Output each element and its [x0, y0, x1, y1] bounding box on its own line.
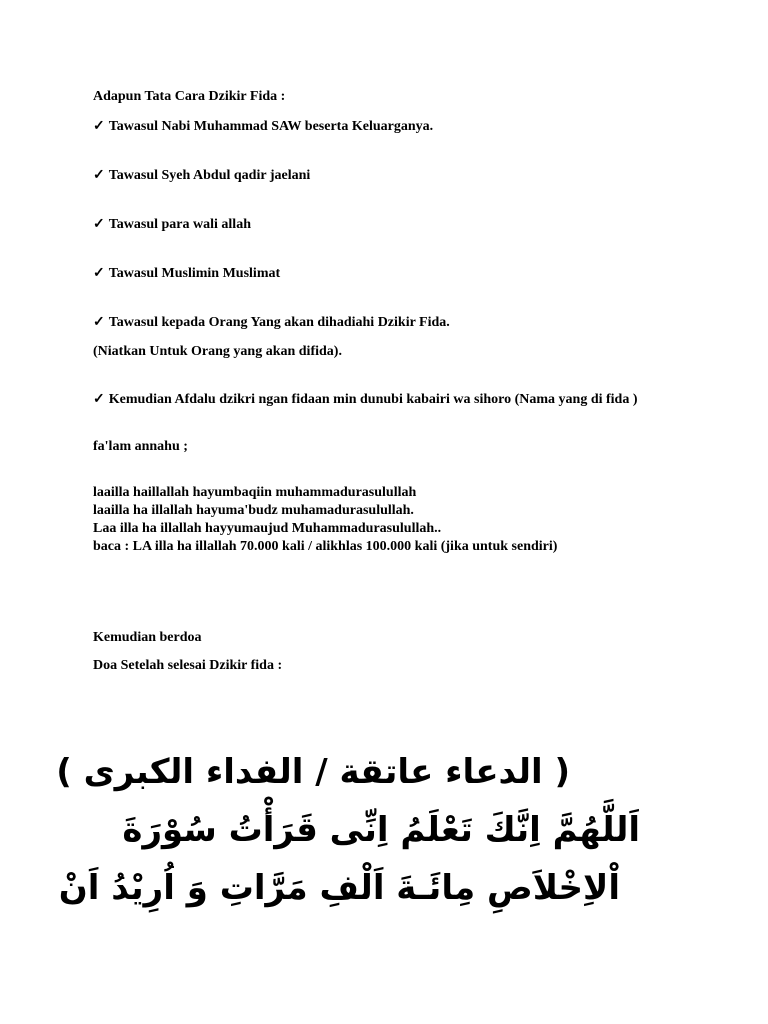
arabic-line: اْلاِخْلاَصِ مِائَـةَ اَلْفِ مَرَّاتِ وَ اُرِيْدُ اَنْ — [58, 868, 620, 908]
step-item — [93, 167, 673, 185]
doa-heading: Doa Setelah selesai Dzikir fida : — [93, 658, 283, 673]
step-item — [93, 314, 673, 332]
step-text: Tawasul para wali allah — [108, 217, 251, 232]
step-item — [93, 265, 673, 283]
kemudian-berdoa: Kemudian berdoa — [93, 630, 202, 645]
step-item — [93, 391, 668, 409]
step-text: Kemudian Afdalu dzikri ngan fidaan min dunubi kabairi wa sihoro (Nama yang di fida ) — [108, 392, 638, 407]
step-text: Tawasul Muslimin Muslimat — [108, 266, 281, 281]
dzikir-line: Laa illa ha illallah hayyumaujud Muhammadurasulullah.. — [93, 521, 442, 536]
dzikir-line: laailla ha illallah hayuma'budz muhamadurasulullah. — [93, 503, 414, 518]
check-icon: ✓ — [93, 168, 105, 183]
falam-text: fa'lam annahu ; — [93, 439, 188, 454]
arabic-title: ( الدعاء عاتقة / الفداء الكبرى ) — [56, 752, 570, 792]
check-icon: ✓ — [93, 217, 105, 232]
arabic-line: اَللَّهُمَّ اِنَّكَ تَعْلَمُ اِنِّى قَرَأْتُ سُوْرَةَ — [122, 810, 640, 850]
check-icon: ✓ — [93, 119, 105, 134]
step-text: Tawasul Nabi Muhammad SAW beserta Keluarganya. — [108, 119, 434, 134]
niat-note: (Niatkan Untuk Orang yang akan difida). — [93, 344, 342, 359]
check-icon: ✓ — [93, 315, 105, 330]
check-icon: ✓ — [93, 392, 105, 407]
dzikir-count-line: baca : LA illa ha illallah 70.000 kali / alikhlas 100.000 kali (jika untuk sendiri) — [93, 539, 558, 554]
step-item — [93, 118, 673, 136]
dzikir-line: laailla haillallah hayumbaqiin muhammadurasulullah — [93, 485, 417, 500]
check-icon: ✓ — [93, 266, 105, 281]
step-text: Tawasul Syeh Abdul qadir jaelani — [108, 168, 311, 183]
step-text: Tawasul kepada Orang Yang akan dihadiahi Dzikir Fida. — [108, 315, 450, 330]
step-item — [93, 216, 673, 234]
intro-heading: Adapun Tata Cara Dzikir Fida : — [93, 89, 286, 104]
